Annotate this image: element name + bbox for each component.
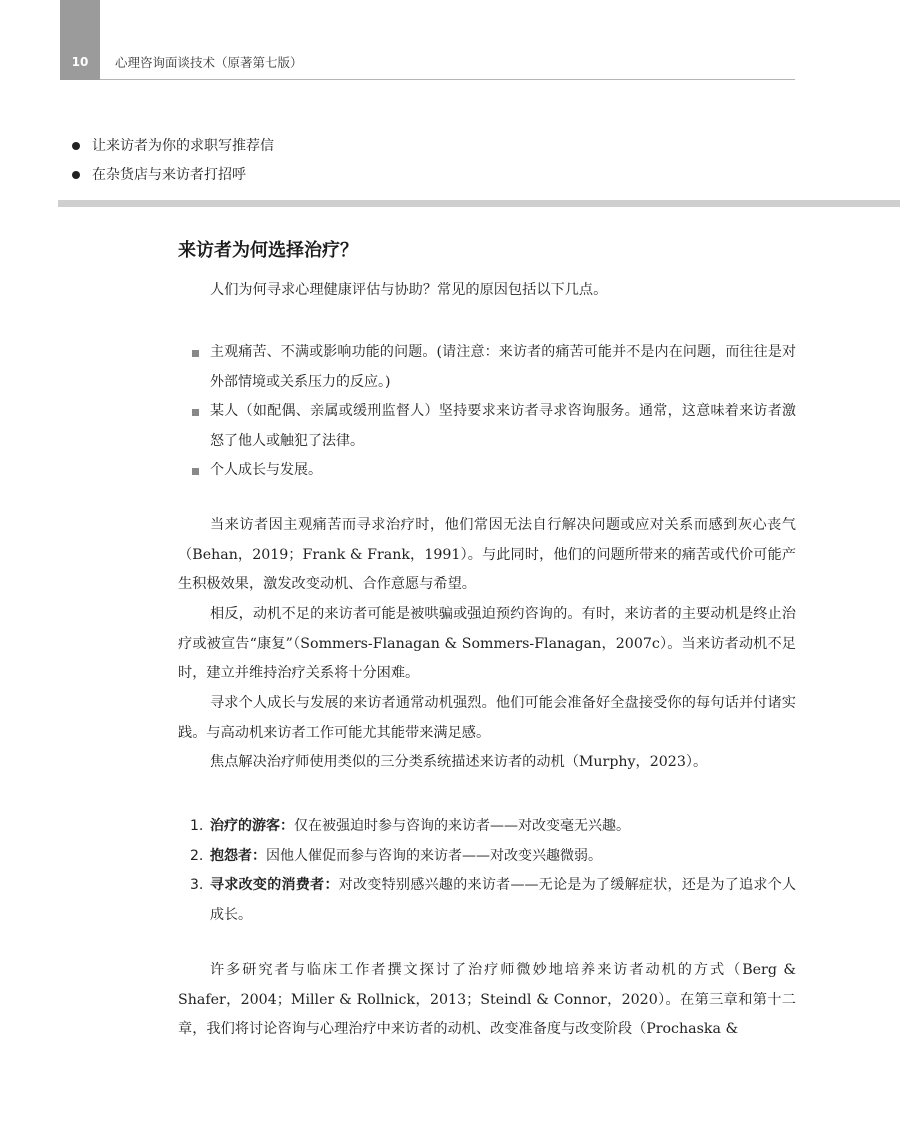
section-divider-band bbox=[58, 200, 900, 207]
top-bullet-item bbox=[72, 131, 274, 160]
reason-text: 主观痛苦、不满或影响功能的问题。(请注意：来访者的痛苦可能并不是内在问题，而往往是对外部情境或关系压力的反应。) bbox=[210, 344, 796, 390]
top-bullet-list bbox=[72, 131, 274, 189]
category-term: 治疗的游客： bbox=[210, 818, 294, 834]
category-description: 因他人催促而参与咨询的来访者——对改变兴趣微弱。 bbox=[266, 847, 602, 864]
bullet-dot-icon bbox=[72, 171, 80, 179]
top-bullet-item bbox=[72, 160, 274, 189]
bullet-dot-icon bbox=[72, 142, 80, 150]
reason-text: 个人成长与发展。 bbox=[210, 462, 322, 478]
category-item bbox=[190, 842, 796, 872]
paragraph-growth-motivation: 寻求个人成长与发展的来访者通常动机强烈。他们可能会准备好全盘接受你的每句话并付诸实践。与高动机来访者工作可能尤其能带来满足感。 bbox=[178, 695, 796, 741]
reason-item bbox=[190, 456, 796, 486]
category-item bbox=[190, 871, 796, 930]
motivation-category-list bbox=[190, 812, 796, 930]
section-title: 来访者为何选择治疗？ bbox=[178, 240, 358, 261]
category-term: 抱怨者： bbox=[210, 847, 266, 864]
category-term: 寻求改变的消费者： bbox=[210, 877, 339, 893]
reason-list bbox=[190, 338, 796, 486]
header-rule bbox=[100, 79, 795, 80]
paragraph-three-categories: 焦点解决治疗师使用类似的三分类系统描述来访者的动机（Murphy，2023）。 bbox=[210, 754, 708, 770]
category-item bbox=[190, 812, 796, 842]
reason-item bbox=[190, 397, 796, 456]
paragraph-low-motivation: 相反，动机不足的来访者可能是被哄骗或强迫预约咨询的。有时，来访者的主要动机是终止治疗或被宣告“康复”（Sommers-Flanagan & Sommers-Flanagan，2007c）。当来访者动机不足时，建立并维持治疗关系将十分困难。 bbox=[178, 606, 796, 681]
square-bullet-icon bbox=[192, 468, 199, 475]
paragraph-fostering-motivation: 许多研究者与临床工作者撰文探讨了治疗师微妙地培养来访者动机的方式（Berg & Shafer，2004；Miller & Rollnick，2013；Steindl & Connor，2020）。在第三章和第十二章，我们将讨论咨询与心理治疗中来访者的动机、改变准备度与改变阶段（Prochaska & bbox=[178, 962, 796, 1037]
square-bullet-icon bbox=[192, 409, 199, 416]
running-head-title: 心理咨询面谈技术（原著第七版） bbox=[115, 55, 303, 70]
category-description: 对改变特别感兴趣的来访者——无论是为了缓解症状，还是为了追求个人成长。 bbox=[210, 877, 797, 923]
reason-item bbox=[190, 338, 796, 397]
category-number: 1. bbox=[190, 818, 204, 834]
category-number: 3. bbox=[190, 877, 204, 893]
paragraph-subjective-distress: 当来访者因主观痛苦而寻求治疗时，他们常因无法自行解决问题或应对关系而感到灰心丧气（Behan，2019；Frank & Frank，1991）。与此同时，他们的问题所带来的痛苦或代价可能产生积极效果，激发改变动机、合作意愿与希望。 bbox=[178, 517, 796, 592]
intro-paragraph: 人们为何寻求心理健康评估与协助？常见的原因包括以下几点。 bbox=[210, 282, 608, 298]
category-number: 2. bbox=[190, 847, 204, 864]
page-number: 10 bbox=[71, 55, 89, 69]
reason-text: 某人（如配偶、亲属或缓刑监督人）坚持要求来访者寻求咨询服务。通常，这意味着来访者激怒了他人或触犯了法律。 bbox=[210, 403, 796, 449]
top-bullet-text: 在杂货店与来访者打招呼 bbox=[92, 166, 246, 183]
top-bullet-text: 让来访者为你的求职写推荐信 bbox=[92, 137, 274, 154]
square-bullet-icon bbox=[192, 350, 199, 357]
category-description: 仅在被强迫时参与咨询的来访者——对改变毫无兴趣。 bbox=[294, 818, 630, 834]
